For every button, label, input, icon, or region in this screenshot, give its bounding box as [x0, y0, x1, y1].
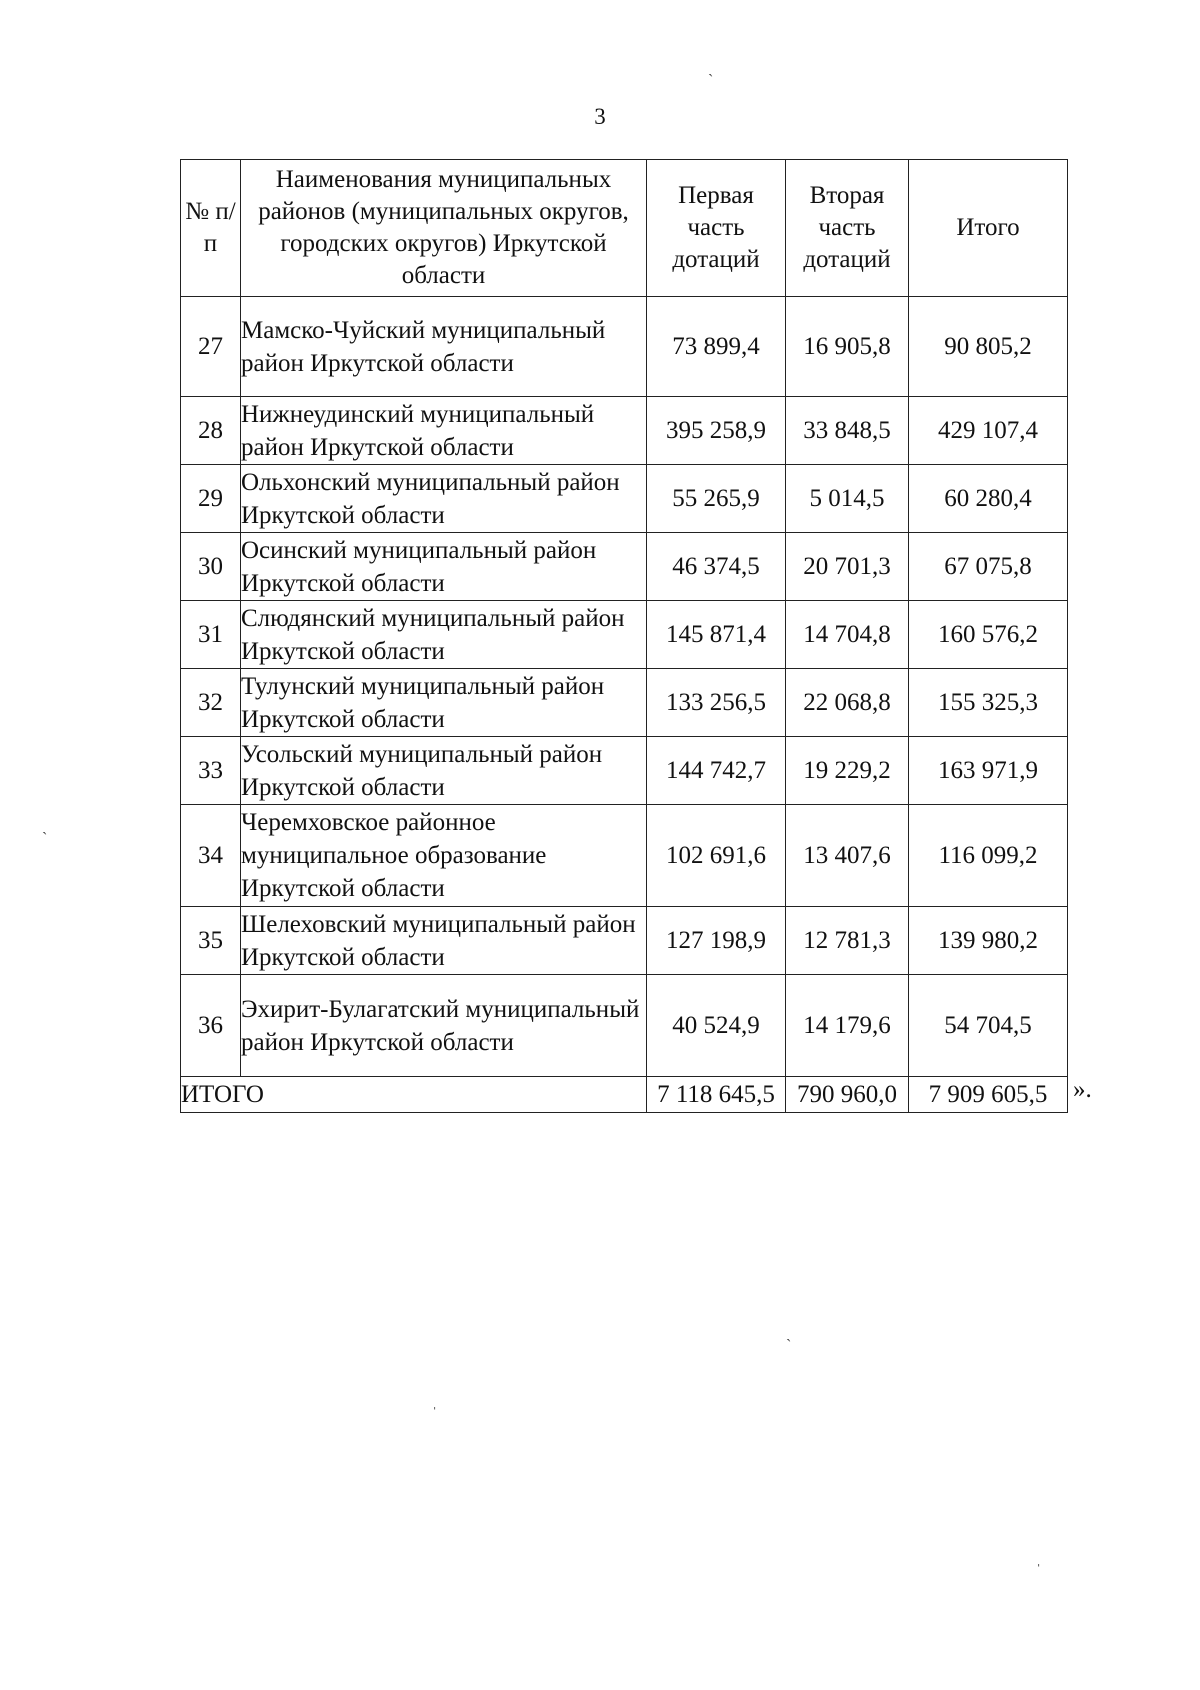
row-second-part: 14 179,6 — [786, 975, 909, 1077]
row-number: 28 — [181, 397, 241, 465]
row-second-part: 20 701,3 — [786, 533, 909, 601]
header-num: № п/п — [181, 160, 241, 297]
row-number: 34 — [181, 805, 241, 907]
dotation-table — [180, 159, 1068, 1113]
row-name: Усольский муниципальный район Иркутской области — [241, 737, 647, 805]
table-header-row — [181, 160, 1068, 297]
row-first-part: 102 691,6 — [647, 805, 786, 907]
closing-quote: ». — [1073, 1076, 1092, 1103]
row-second-part: 13 407,6 — [786, 805, 909, 907]
table-row — [181, 805, 1068, 907]
row-total: 60 280,4 — [909, 465, 1068, 533]
page-number: 3 — [594, 104, 606, 129]
scan-speck: ˈ — [432, 1405, 438, 1422]
row-total: 155 325,3 — [909, 669, 1068, 737]
row-total: 139 980,2 — [909, 907, 1068, 975]
row-number: 32 — [181, 669, 241, 737]
total-first-part: 7 118 645,5 — [647, 1077, 786, 1113]
scan-speck: ˏ — [786, 1325, 792, 1342]
row-second-part: 14 704,8 — [786, 601, 909, 669]
row-number: 30 — [181, 533, 241, 601]
table-row — [181, 533, 1068, 601]
header-first-part: Первая часть дотаций — [647, 160, 786, 297]
table-row — [181, 737, 1068, 805]
row-total: 90 805,2 — [909, 297, 1068, 397]
row-total: 163 971,9 — [909, 737, 1068, 805]
row-total: 54 704,5 — [909, 975, 1068, 1077]
header-total: Итого — [909, 160, 1068, 297]
row-second-part: 16 905,8 — [786, 297, 909, 397]
row-total: 67 075,8 — [909, 533, 1068, 601]
row-first-part: 73 899,4 — [647, 297, 786, 397]
row-number: 33 — [181, 737, 241, 805]
row-first-part: 46 374,5 — [647, 533, 786, 601]
row-name: Осинский муниципальный район Иркутской области — [241, 533, 647, 601]
row-number: 35 — [181, 907, 241, 975]
row-number: 29 — [181, 465, 241, 533]
total-second-part: 790 960,0 — [786, 1077, 909, 1113]
scan-speck: ˏ — [708, 60, 714, 77]
row-second-part: 22 068,8 — [786, 669, 909, 737]
row-name: Слюдянский муниципальный район Иркутской области — [241, 601, 647, 669]
table-row — [181, 297, 1068, 397]
row-first-part: 133 256,5 — [647, 669, 786, 737]
total-row — [181, 1077, 1068, 1113]
table-row — [181, 975, 1068, 1077]
row-second-part: 33 848,5 — [786, 397, 909, 465]
total-label: ИТОГО — [181, 1077, 647, 1113]
row-second-part: 12 781,3 — [786, 907, 909, 975]
scan-speck: ˏ — [42, 818, 48, 835]
row-name: Нижнеудинский муниципальный район Иркутской области — [241, 397, 647, 465]
row-name: Эхирит-Булагатский муниципальный район Иркутской области — [241, 975, 647, 1077]
row-name: Ольхонский муниципальный район Иркутской области — [241, 465, 647, 533]
table-row — [181, 465, 1068, 533]
row-name: Мамско-Чуйский муниципальный район Иркутской области — [241, 297, 647, 397]
row-first-part: 145 871,4 — [647, 601, 786, 669]
table-row — [181, 601, 1068, 669]
row-name: Черемховское районное муниципальное образование Иркутской области — [241, 805, 647, 907]
header-name: Наименования муниципальных районов (муниципальных округов, городских округов) Иркутской области — [241, 160, 647, 297]
scan-speck: ˈ — [1036, 1562, 1042, 1579]
row-first-part: 127 198,9 — [647, 907, 786, 975]
row-number: 31 — [181, 601, 241, 669]
row-total: 116 099,2 — [909, 805, 1068, 907]
row-total: 160 576,2 — [909, 601, 1068, 669]
table-body — [181, 297, 1068, 1113]
row-second-part: 19 229,2 — [786, 737, 909, 805]
total-grand: 7 909 605,5 — [909, 1077, 1068, 1113]
table-row — [181, 907, 1068, 975]
row-number: 27 — [181, 297, 241, 397]
header-second-part: Вторая часть дотаций — [786, 160, 909, 297]
row-second-part: 5 014,5 — [786, 465, 909, 533]
row-total: 429 107,4 — [909, 397, 1068, 465]
table-row — [181, 669, 1068, 737]
row-first-part: 144 742,7 — [647, 737, 786, 805]
row-first-part: 395 258,9 — [647, 397, 786, 465]
row-name: Шелеховский муниципальный район Иркутской области — [241, 907, 647, 975]
row-first-part: 40 524,9 — [647, 975, 786, 1077]
table-row — [181, 397, 1068, 465]
row-number: 36 — [181, 975, 241, 1077]
row-name: Тулунский муниципальный район Иркутской области — [241, 669, 647, 737]
row-first-part: 55 265,9 — [647, 465, 786, 533]
